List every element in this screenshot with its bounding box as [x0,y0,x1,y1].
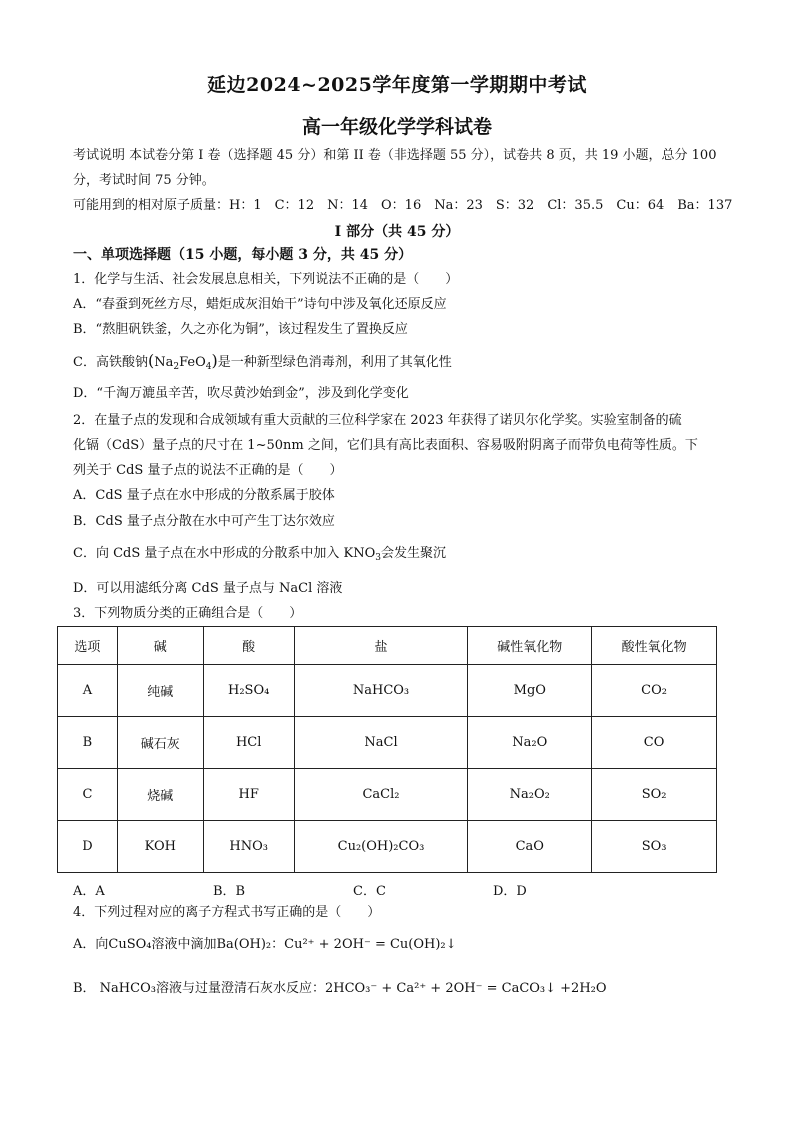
q3-option-c: C．C [353,884,386,899]
table-header: 盐 [294,627,468,665]
q3-stem: 3．下列物质分类的正确组合是（ ） [73,606,303,621]
exam-subtitle: 高一年级化学学科试卷 [301,116,492,138]
q2-option-c-suffix: 会发生聚沉 [381,546,447,561]
q1-stem: 1．化学与生活、社会发展息息相关，下列说法不正确的是（ ） [73,272,459,287]
q1-option-c-suffix: 是一种新型绿色消毒剂，利用了其氧化性 [217,355,452,370]
formula-subscript: 4 [205,362,212,372]
table-cell: HF [203,769,294,821]
q2-option-b: B．CdS 量子点分散在水中可产生丁达尔效应 [73,514,335,529]
table-row [58,665,717,717]
q1-option-c-prefix: C．高铁酸钠 [73,355,148,370]
table-cell: Na₂O [468,717,592,769]
q1-option-b: B．“熬胆矾铁釜，久之亦化为铜”，该过程发生了置换反应 [73,322,408,337]
table-header: 酸性氧化物 [592,627,717,665]
table-cell: KOH [117,821,203,873]
table-cell: SO₃ [592,821,717,873]
table-cell: CaCl₂ [294,769,468,821]
formula-part: FeO [179,355,206,370]
table-cell: H₂SO₄ [203,665,294,717]
table-cell: NaHCO₃ [294,665,468,717]
table-cell: A [58,665,118,717]
part-heading: I 部分（共 45 分） [334,224,460,240]
table-cell: D [58,821,118,873]
q3-option-b: B．B [213,884,246,899]
table-row [58,717,717,769]
classification-table [57,626,717,873]
exam-title: 延边2024~2025学年度第一学期期中考试 [207,74,587,96]
q4-option-b: B． NaHCO₃溶液与过量澄清石灰水反应：2HCO₃⁻ + Ca²⁺ + 2OH⁻ = CaCO₃↓ +2H₂O [73,981,607,996]
table-cell: Cu₂(OH)₂CO₃ [294,821,468,873]
table-header: 酸 [203,627,294,665]
table-header: 碱性氧化物 [468,627,592,665]
table-cell: SO₂ [592,769,717,821]
q2-option-c [73,545,733,567]
intro-line-2: 分，考试时间 75 分钟。 [73,173,215,188]
intro-line-1: 考试说明 本试卷分第 I 卷（选择题 45 分）和第 II 卷（非选择题 55 分），试卷共 8 页，共 19 小题，总分 100 [73,148,717,163]
q2-stem-line-3: 列关于 CdS 量子点的说法不正确的是（ ） [73,463,343,478]
q3-option-a: A．A [73,884,105,899]
table-row [58,769,717,821]
q1-option-a: A．“春蚕到死丝方尽，蜡炬成灰泪始干”诗句中涉及氧化还原反应 [73,297,447,312]
table-cell: Na₂O₂ [468,769,592,821]
q2-option-d: D．可以用滤纸分离 CdS 量子点与 NaCl 溶液 [73,581,343,596]
section-heading: 一、单项选择题（15 小题，每小题 3 分，共 45 分） [73,247,413,263]
formula-part: Na [154,355,174,370]
table-header-row [58,627,717,665]
formula-subscript: 3 [375,553,381,563]
table-cell: 烧碱 [117,769,203,821]
table-cell: CO [592,717,717,769]
q2-stem-line-2: 化镉（CdS）量子点的尺寸在 1~50nm 之间，它们具有高比表面积、容易吸附阴离子而带负电荷等性质。下 [73,438,698,453]
table-cell: NaCl [294,717,468,769]
q1-option-c: C．高铁酸钠$(Na_2FeO_4)$是一种新型绿色消毒剂，利用了其氧化性 [73,351,452,372]
table-cell: C [58,769,118,821]
table-cell: 碱石灰 [117,717,203,769]
q1-option-d: D．“千淘万漉虽辛苦，吹尽黄沙始到金”，涉及到化学变化 [73,386,409,401]
table-cell: 纯碱 [117,665,203,717]
q3-option-d: D．D [493,884,527,899]
table-cell: HCl [203,717,294,769]
table-row [58,821,717,873]
table-cell: HNO₃ [203,821,294,873]
table-header: 选项 [58,627,118,665]
atomic-masses: 可能用到的相对原子质量：H：1 C：12 N：14 O：16 Na：23 S：32 Cl：35.5 Cu：64 Ba：137 [73,198,733,213]
formula-subscript: 2 [173,362,180,372]
q3-options [73,880,673,899]
table-header: 碱 [117,627,203,665]
table-cell: MgO [468,665,592,717]
table-cell: CO₂ [592,665,717,717]
q2-option-a: A．CdS 量子点在水中形成的分散系属于胶体 [73,488,335,503]
table-cell: CaO [468,821,592,873]
q2-stem-line-1: 2．在量子点的发现和合成领域有重大贡献的三位科学家在 2023 年获得了诺贝尔化学奖。实验室制备的硫 [73,413,682,428]
q4-option-a: A．向CuSO₄溶液中滴加Ba(OH)₂：Cu²⁺ + 2OH⁻ = Cu(OH)₂↓ [73,937,457,952]
table-cell: B [58,717,118,769]
q2-option-c-prefix: C．向 CdS 量子点在水中形成的分散系中加入 KNO [73,546,376,561]
q4-stem: 4．下列过程对应的离子方程式书写正确的是（ ） [73,905,381,920]
